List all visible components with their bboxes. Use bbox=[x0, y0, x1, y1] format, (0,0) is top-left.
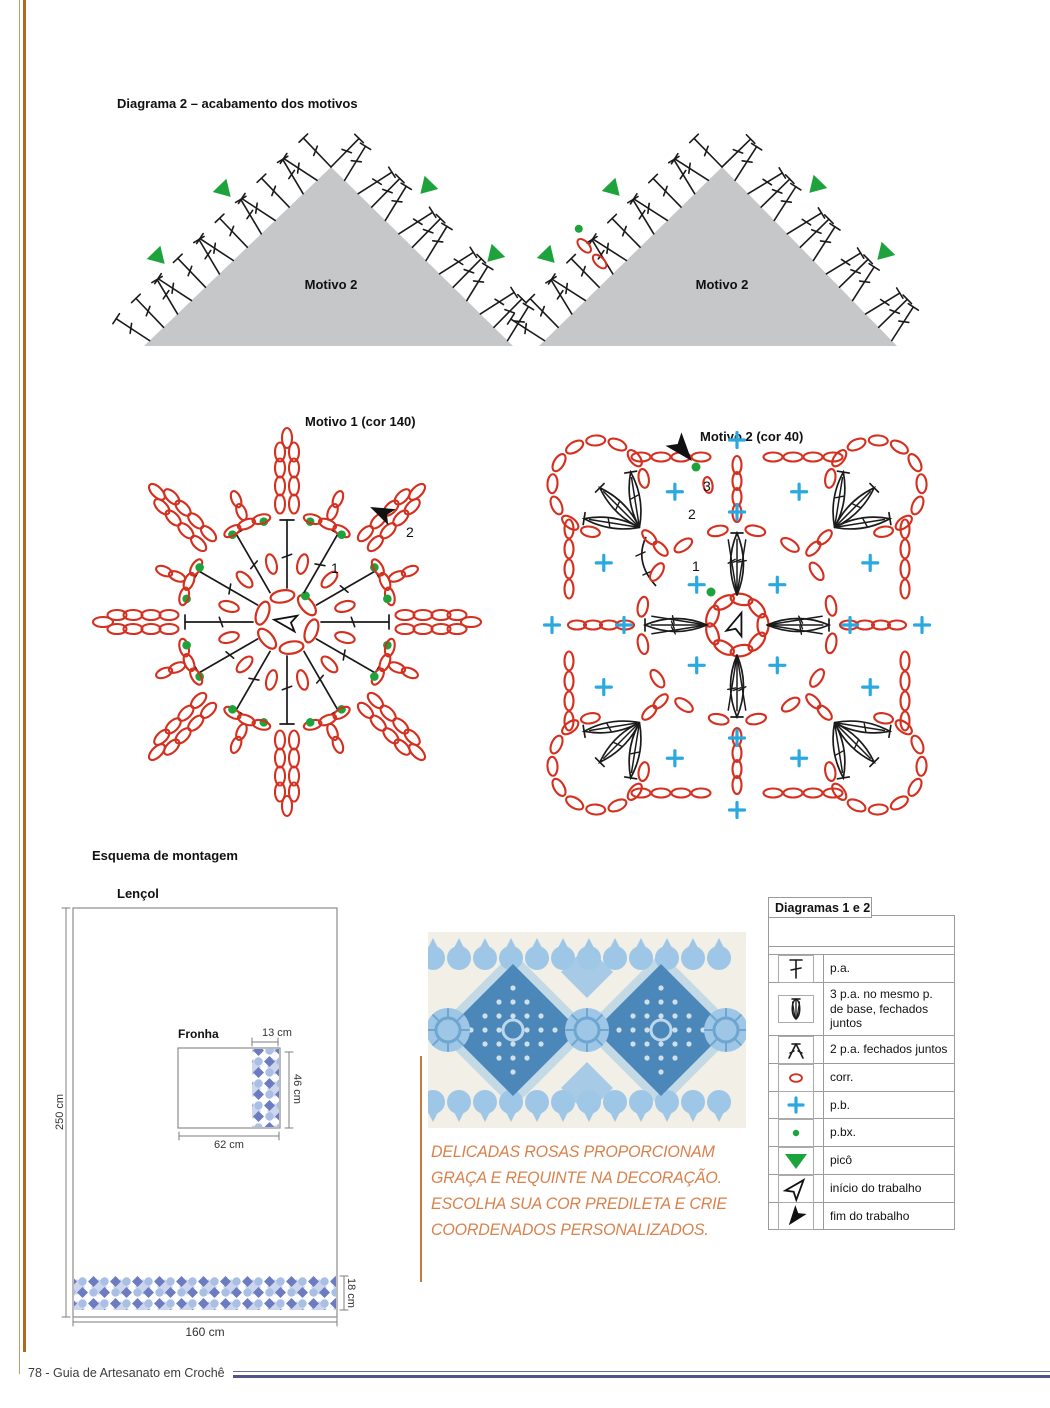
footer-rule-thin bbox=[233, 1371, 1050, 1372]
corr-icon bbox=[778, 1064, 814, 1092]
motivo1-round1-label: 1 bbox=[331, 560, 339, 576]
legend-table bbox=[768, 915, 955, 1230]
legend-item-label: corr. bbox=[830, 1070, 854, 1085]
diagram2-triangles-graphic bbox=[80, 120, 960, 365]
legend-row bbox=[769, 982, 954, 1035]
fronha-strip-width-dim: 13 cm bbox=[262, 1027, 292, 1039]
legend-row bbox=[769, 1174, 954, 1202]
motivo2-round3-label: 3 bbox=[703, 478, 711, 494]
motivo2-diagram bbox=[520, 420, 955, 825]
legend-row bbox=[769, 1063, 954, 1091]
caption-block bbox=[431, 1139, 736, 1243]
motivo2-round2-label: 2 bbox=[688, 506, 696, 522]
legend-row bbox=[769, 1202, 954, 1229]
caption-line-4: COORDENADOS PERSONALIZADOS. bbox=[431, 1221, 709, 1239]
legend-symbol-cell bbox=[769, 1175, 824, 1202]
legend-item-label: fim do trabalho bbox=[830, 1208, 910, 1223]
fronha-label: Fronha bbox=[178, 1027, 219, 1041]
footer-rule-thick bbox=[233, 1375, 1050, 1378]
legend-row bbox=[769, 1091, 954, 1118]
fronha-width-dim: 62 cm bbox=[214, 1139, 244, 1151]
legend-row bbox=[769, 1118, 954, 1146]
triangle-right-label: Motivo 2 bbox=[695, 277, 749, 292]
legend-item-label: 2 p.a. fechados juntos bbox=[830, 1042, 948, 1057]
esquema-graphic bbox=[40, 880, 370, 1340]
legend-symbol-cell bbox=[769, 1064, 824, 1091]
caption-line-3: ESCOLHA SUA COR PREDILETA E CRIE bbox=[431, 1195, 727, 1213]
legend-symbol-cell bbox=[769, 1147, 824, 1174]
legend-item-label: p.a. bbox=[830, 961, 851, 976]
lencol-width-dim: 160 cm bbox=[185, 1325, 225, 1339]
left-margin-rule-thin bbox=[19, 0, 20, 1374]
motivo1-diagram bbox=[80, 412, 500, 832]
legend-item-label: p.b. bbox=[830, 1097, 851, 1112]
legend-symbol-cell bbox=[769, 1092, 824, 1118]
legend-symbol-cell bbox=[769, 955, 824, 982]
fronha-height-dim: 46 cm bbox=[291, 1074, 303, 1104]
inicio-icon bbox=[778, 1175, 814, 1203]
legend-symbol-cell bbox=[769, 1203, 824, 1229]
legend-title-tab: Diagramas 1 e 2 bbox=[768, 897, 872, 918]
legend-symbol-cell bbox=[769, 983, 824, 1035]
caption-rule bbox=[420, 1056, 422, 1282]
legend-row bbox=[769, 1035, 954, 1063]
caption-line-2: GRAÇA E REQUINTE NA DECORAÇÃO. bbox=[431, 1169, 722, 1187]
crochet-lace-photo bbox=[428, 932, 746, 1128]
diagram2-title: Diagrama 2 – acabamento dos motivos bbox=[117, 96, 358, 111]
esquema-title: Esquema de montagem bbox=[92, 848, 238, 863]
motivo2-round1-label: 1 bbox=[692, 558, 700, 574]
lencol-height-dim: 250 cm bbox=[54, 1093, 66, 1131]
legend-item-label: p.bx. bbox=[830, 1125, 857, 1140]
2pa-closed-icon bbox=[778, 1036, 814, 1064]
legend-empty-row bbox=[769, 946, 954, 954]
legend-symbol-cell bbox=[769, 1036, 824, 1063]
pico-icon bbox=[778, 1147, 814, 1175]
motivo1-round2-label: 2 bbox=[406, 524, 414, 540]
motivo1-title: Motivo 1 (cor 140) bbox=[305, 414, 416, 429]
motivo2-title: Motivo 2 (cor 40) bbox=[700, 429, 804, 444]
page-footer: 78 - Guia de Artesanato em Crochê bbox=[28, 1366, 225, 1380]
lencol-strip-height-dim: 18 cm bbox=[345, 1278, 357, 1308]
legend-row bbox=[769, 1146, 954, 1174]
lencol-label: Lençol bbox=[117, 886, 159, 901]
legend-item-label: picô bbox=[830, 1153, 853, 1168]
fim-icon bbox=[778, 1202, 814, 1230]
triangle-left-label: Motivo 2 bbox=[304, 277, 358, 292]
pb-icon bbox=[778, 1091, 814, 1119]
pbx-icon bbox=[778, 1119, 814, 1147]
legend-row bbox=[769, 954, 954, 982]
legend-symbol-cell bbox=[769, 1119, 824, 1146]
caption-line-1: DELICADAS ROSAS PROPORCIONAM bbox=[431, 1143, 715, 1161]
legend-item-label: 3 p.a. no mesmo p. de base, fechados juntos bbox=[830, 987, 933, 1031]
legend-empty-row bbox=[769, 916, 954, 946]
pa-icon bbox=[778, 955, 814, 983]
cluster-3pa-icon bbox=[778, 995, 814, 1023]
left-margin-rule-thick bbox=[23, 0, 26, 1352]
legend-item-label: início do trabalho bbox=[830, 1181, 922, 1196]
